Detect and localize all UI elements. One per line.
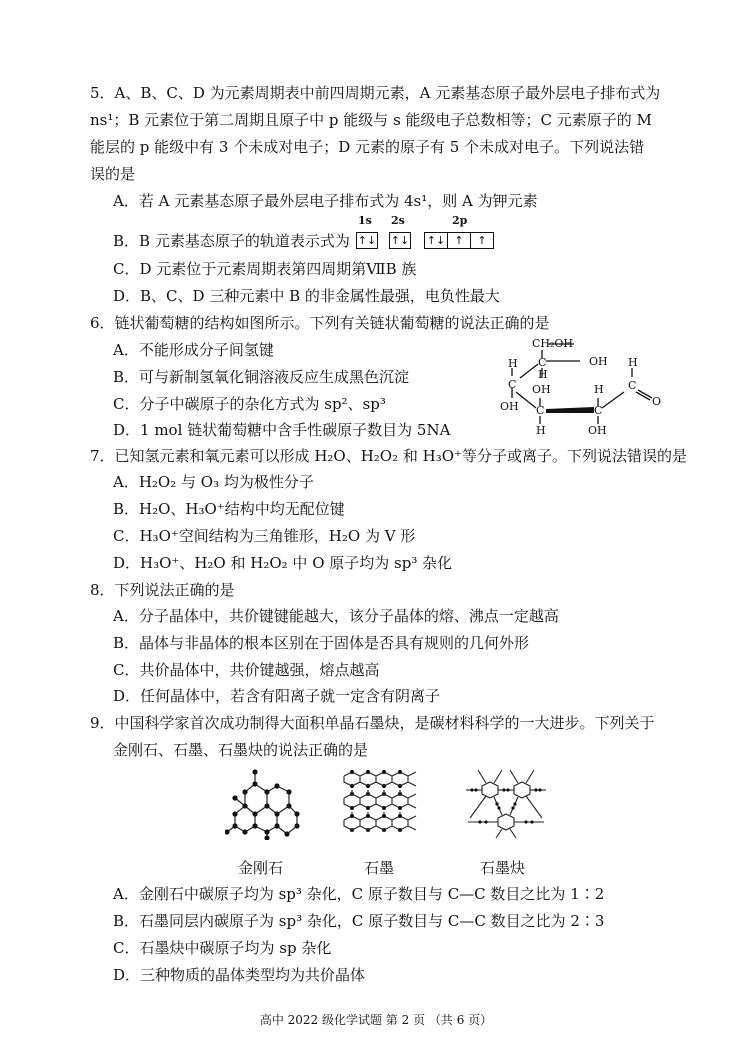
carbon-label: C — [628, 379, 637, 392]
q9-stem-line1: 9．中国科学家首次成功制得大面积单晶石墨炔，是碳材料科学的一大进步。下列关于 — [90, 714, 655, 732]
q9-option-a: A．金刚石中碳原子均为 sp³ 杂化，C 原子数目与 C—C 数目之比为 1∶2 — [113, 885, 605, 903]
oh-label: OH — [532, 383, 551, 396]
q6-option-c: C．分子中碳原子的杂化方式为 sp²、sp³ — [113, 395, 386, 413]
q6-option-d: D．1 mol 链状葡萄糖中含手性碳原子数目为 5NA — [113, 421, 451, 439]
graphdiyne-label: 石墨炔 — [480, 859, 526, 877]
diamond-label: 金刚石 — [238, 859, 284, 877]
orbital-box-2s: ↑↓ — [390, 234, 410, 247]
q7-option-d: D．H₃O⁺、H₂O 和 H₂O₂ 中 O 原子均为 sp³ 杂化 — [113, 554, 453, 572]
q5-stem-line3: 能层的 p 能级中有 3 个未成对电子；D 元素的原子有 5 个未成对电子。下列说法错 — [90, 138, 645, 156]
orbital-box-2p-2: ↑ — [447, 232, 471, 249]
diamond-structure-image — [225, 768, 305, 840]
q5-stem-line2: ns¹；B 元素位于第二周期且原子中 p 能级与 s 能级电子总数相等；C 元素原子的 M — [90, 111, 652, 129]
q5-option-d: D．B、C、D 三种元素中 B 的非金属性最强，电负性最大 — [113, 287, 500, 305]
graphite-label: 石墨 — [364, 859, 395, 877]
graphdiyne-structure-image — [460, 768, 552, 840]
q6-option-b: B．可与新制氢氧化铜溶液反应生成黑色沉淀 — [113, 368, 410, 386]
q9-option-c: C．石墨炔中碳原子均为 sp 杂化 — [113, 939, 332, 957]
orbital-label-1s: 1s — [358, 214, 372, 227]
graphite-structure-image — [340, 768, 420, 840]
q9-option-b: B．石墨同层内碳原子为 sp³ 杂化，C 原子数目与 C—C 数目之比为 2∶3 — [113, 912, 605, 930]
q8-option-c: C．共价晶体中，共价键越强，熔点越高 — [113, 661, 380, 679]
q8-option-a: A．分子晶体中，共价键键能越大，该分子晶体的熔、沸点一定越高 — [113, 607, 559, 625]
q9-option-d: D．三种物质的晶体类型均为共价晶体 — [113, 966, 366, 984]
q5-option-a: A．若 A 元素基态原子最外层电子排布式为 4s¹，则 A 为钾元素 — [113, 192, 538, 210]
carbon-label: C — [508, 378, 517, 391]
orbital-label-2s: 2s — [391, 214, 405, 227]
q7-stem: 7．已知氢元素和氧元素可以形成 H₂O、H₂O₂ 和 H₃O⁺等分子或离子。下列说法错误的是 — [90, 447, 687, 465]
page-footer: 高中 2022 级化学试题 第 2 页 （共 6 页） — [259, 1013, 493, 1027]
orbital-box-1s: ↑↓ — [357, 234, 377, 247]
q5-option-c: C．D 元素位于元素周期表第四周期第ⅦB 族 — [113, 260, 417, 278]
h-label: H — [508, 357, 518, 370]
q5-stem-line4: 误的是 — [90, 165, 136, 183]
q6-option-a: A．不能形成分子间氢键 — [113, 341, 274, 359]
h-label: H — [536, 424, 546, 437]
ch2oh-label: CH₂OH — [532, 337, 574, 350]
oh-label: OH — [589, 355, 608, 368]
orbital-box-2p-1: ↑↓ — [424, 232, 448, 249]
q7-option-a: A．H₂O₂ 与 O₃ 均为极性分子 — [113, 473, 314, 491]
h-label: H — [628, 356, 638, 369]
q8-option-d: D．任何晶体中，若含有阳离子就一定含有阴离子 — [113, 687, 441, 705]
q7-option-b: B．H₂O、H₃O⁺结构中均无配位键 — [113, 500, 345, 518]
carbon-label: C — [536, 404, 545, 417]
orbital-box-2p-3: ↑ — [470, 232, 494, 249]
oh-label: OH — [588, 424, 607, 437]
q5-stem-line1: 5．A、B、C、D 为元素周期表中前四周期元素，A 元素基态原子最外层电子排布式为 — [90, 84, 661, 102]
h-label: H — [594, 383, 604, 396]
glucose-structure — [490, 330, 670, 440]
oh-label: OH — [500, 400, 519, 413]
orbital-label-2p: 2p — [452, 214, 468, 227]
q9-stem-line2: 金刚石、石墨、石墨炔的说法正确的是 — [113, 741, 369, 759]
carbon-label: C — [594, 404, 603, 417]
q8-stem: 8．下列说法正确的是 — [90, 581, 235, 599]
q8-option-b: B．晶体与非晶体的根本区别在于固体是否具有规则的几何外形 — [113, 634, 530, 652]
oxygen-label: O — [652, 395, 662, 408]
q5-option-b: B．B 元素基态原子的轨道表示式为 — [113, 232, 350, 250]
q7-option-c: C．H₃O⁺空间结构为三角锥形，H₂O 为 V 形 — [113, 527, 416, 545]
h-label: H — [538, 368, 548, 381]
carbon-label: C — [538, 356, 547, 369]
q6-stem: 6．链状葡萄糖的结构如图所示。下列有关链状葡萄糖的说法正确的是 — [90, 314, 550, 332]
